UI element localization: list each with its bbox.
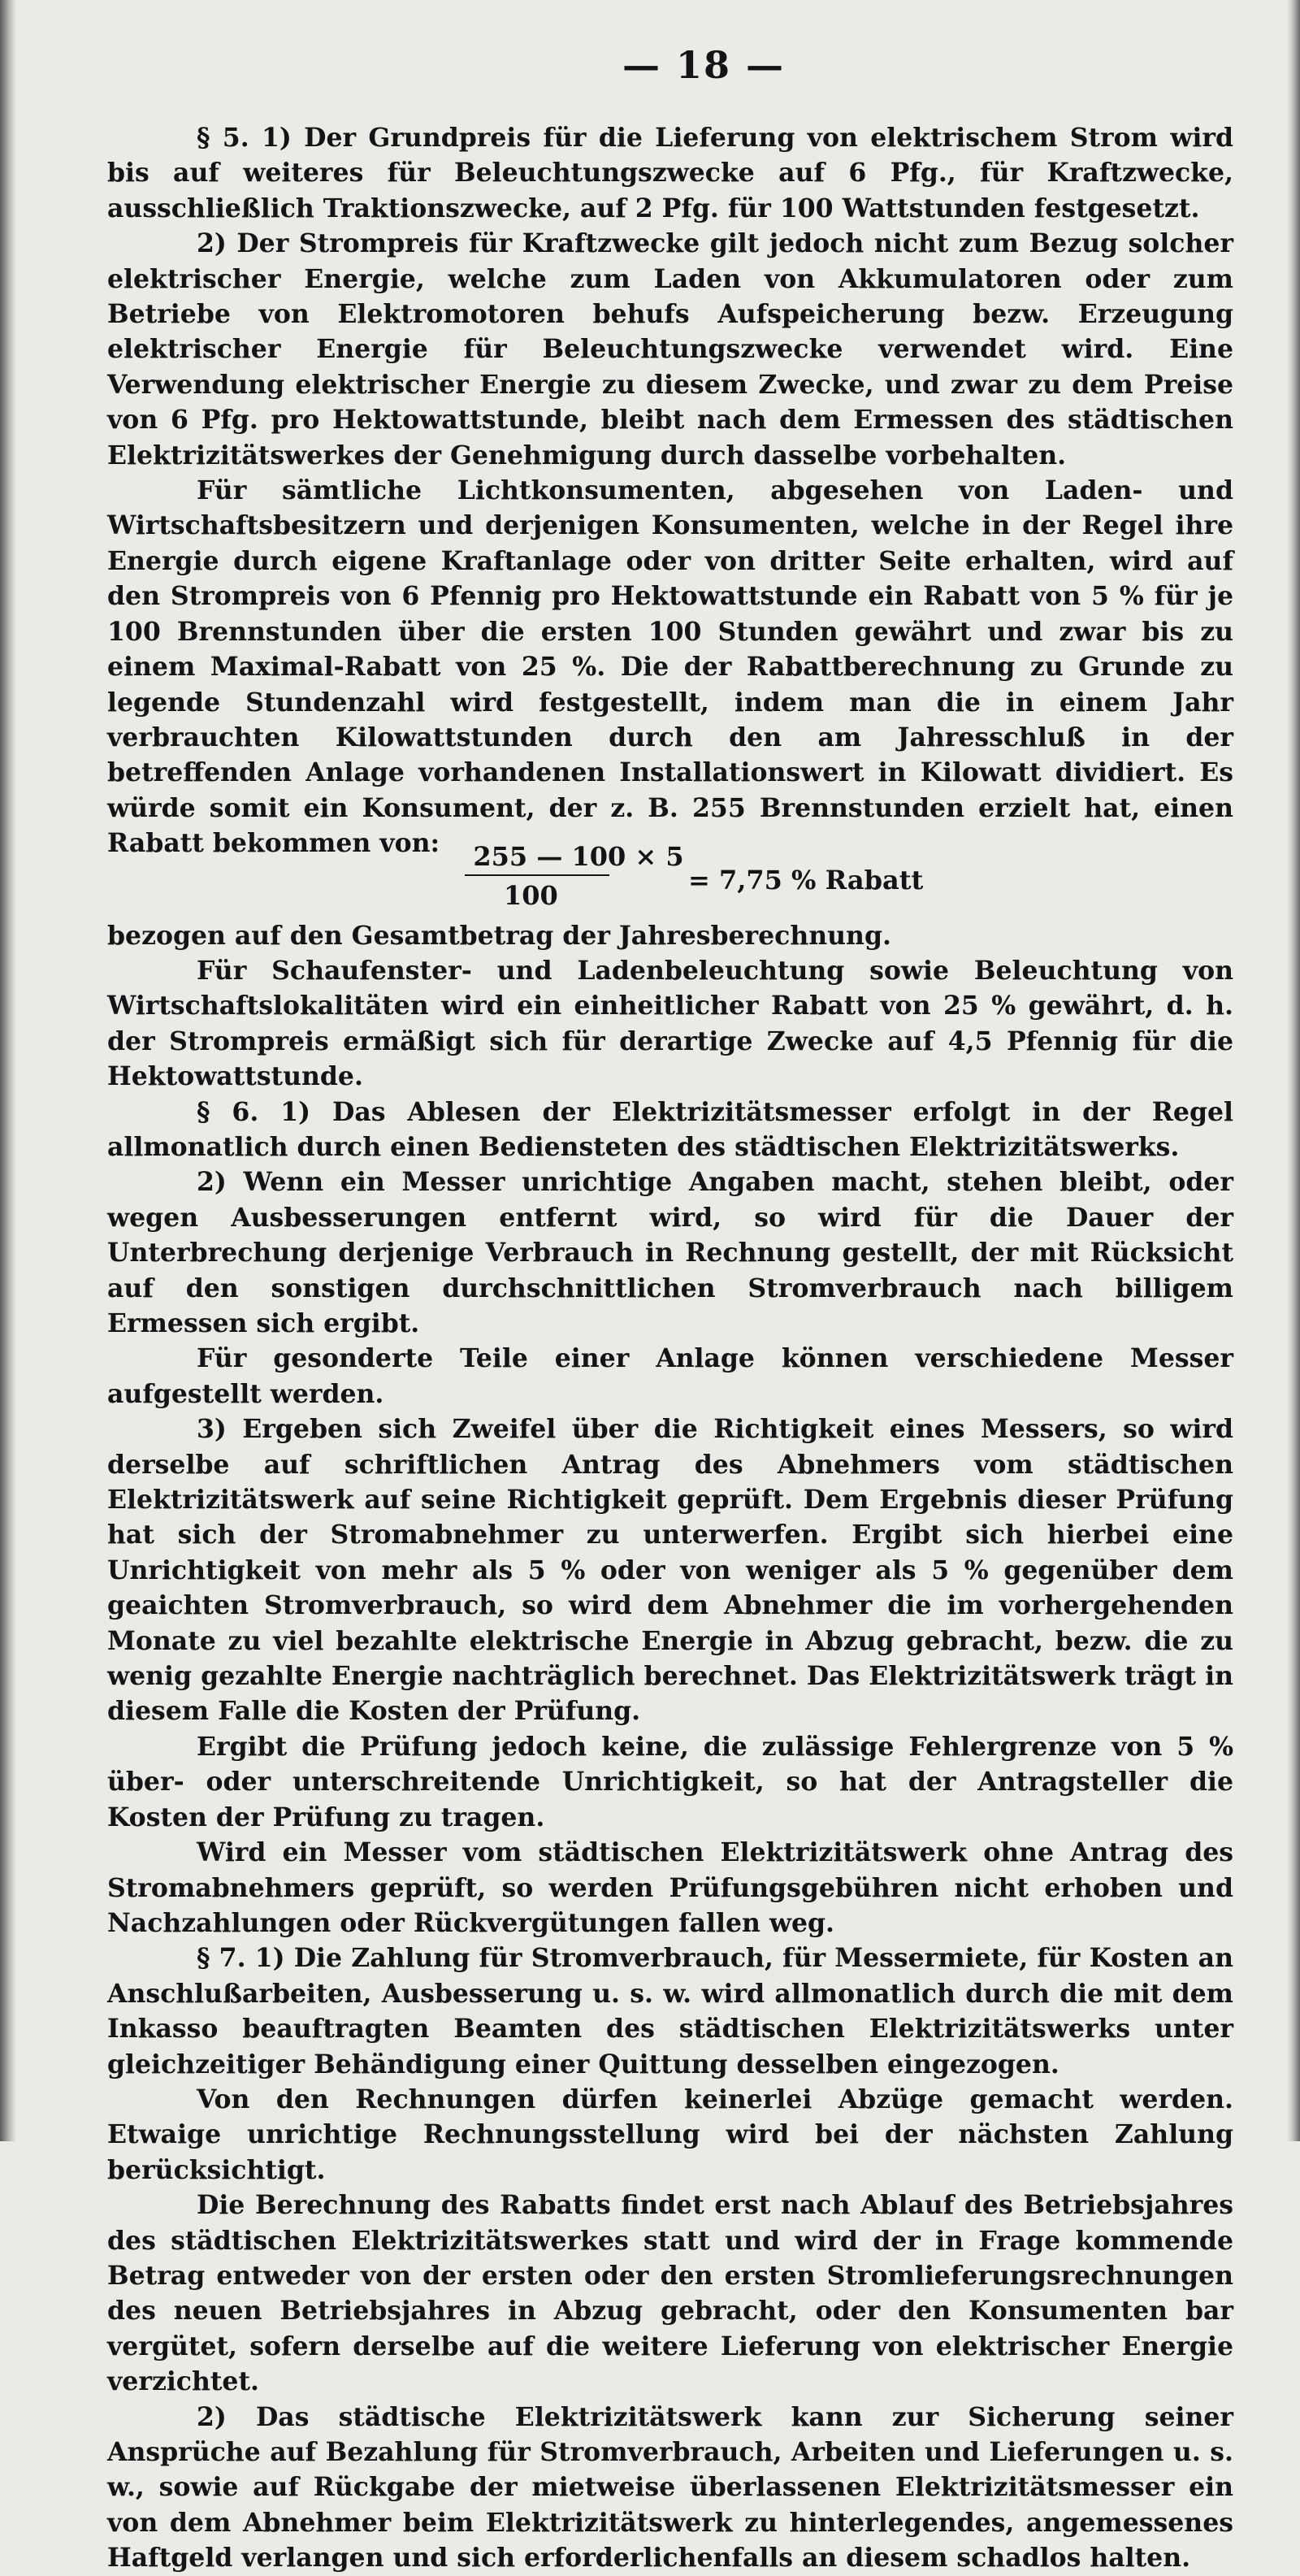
page-number: — 18 — bbox=[622, 43, 786, 87]
paragraph-schaufenster: Für Schaufenster- und Ladenbeleuchtung sowie Beleuchtung von Wirtschaftslokalitäten wird ein einheitlicher Rabatt von 25 % gewährt, d. h. der Strompreis ermäßigt sich für derartige Zwecke auf 4,5 Pfennig für die Hektowattstunde. bbox=[107, 955, 1233, 1092]
paragraph-fehlergrenze: Ergibt die Prüfung jedoch keine, die zulässige Fehlergrenze von 5 % über- oder unterschreitende Unrichtigkeit, so hat der Antragsteller die Kosten der Prüfung zu tragen. bbox=[107, 1731, 1233, 1832]
formula-continuation: bezogen auf den Gesamtbetrag der Jahresberechnung. bbox=[107, 920, 891, 951]
rabatt-formula bbox=[107, 840, 1233, 918]
formula-fraction bbox=[465, 840, 684, 912]
paragraph-rabatt: Für sämtliche Lichtkonsumenten, abgesehen von Laden- und Wirtschaftsbesitzern und derjenigen Konsumenten, welche in der Regel ihre Energie durch eigene Kraftanlage oder von dritter Seite erhalten, wird auf den Strompreis von 6 Pfennig pro Hektowattstunde ein Rabatt von 5 % für je 100 Brennstunden über die ersten 100 Stunden gewährt und zwar bis zu einem Maximal-Rabatt von 25 %. Die der Rabattberechnung zu Grunde zu legende Stundenzahl wird festgestellt, indem man die in einem Jahr verbrauchten Kilowattstunden durch den am Jahresschluß in der betreffenden Anlage vorhandenen Installationswert in Kilowatt dividiert. Es würde somit ein Konsument, der z. B. 255 Brennstunden erzielt hat, einen Rabatt bekommen von: bbox=[107, 475, 1233, 859]
paragraph-7-1: § 7. 1) Die Zahlung für Stromverbrauch, für Messermiete, für Kosten an Anschlußarbeiten, Ausbesserung u. s. w. wird allmonatlich durch die mit dem Inkasso beauftragten Beamten des städtischen Elektrizitätswerks unter gleichzeitiger Behändigung einer Quittung desselben eingezogen. bbox=[107, 1943, 1233, 2079]
paragraph-5-2: 2) Der Strompreis für Kraftzwecke gilt jedoch nicht zum Bezug solcher elektrischer Energie, welche zum Laden von Akkumulatoren oder zum Betriebe von Elektromotoren behufs Aufspeicherung bezw. Erzeugung elektrischer Energie für Beleuchtungszwecke verwendet wird. Eine Verwendung elektrischer Energie zu diesem Zwecke, und zwar zu dem Preise von 6 Pfg. pro Hektowattstunde, bleibt nach dem Ermessen des städtischen Elektrizitätswerkes der Genehmigung durch dasselbe vorbehalten. bbox=[107, 228, 1233, 471]
paragraph-6-2: 2) Wenn ein Messer unrichtige Angaben macht, stehen bleibt, oder wegen Ausbesserungen entfernt wird, so wird für die Dauer der Unterbrechung derjenige Verbrauch in Rechnung gestellt, der mit Rücksicht auf den sonstigen durchschnittlichen Stromverbrauch nach billigem Ermessen sich ergibt. bbox=[107, 1167, 1233, 1338]
scan-edge-right bbox=[1287, 0, 1300, 2141]
formula-denominator: 100 bbox=[504, 879, 558, 911]
formula-result: = 7,75 % Rabatt bbox=[688, 864, 924, 896]
formula-numerator: 255 — 100 × 5 bbox=[473, 840, 684, 872]
scan-edge-left bbox=[0, 0, 16, 2141]
paragraph-rabatt-berechnung: Die Berechnung des Rabatts findet erst nach Ablauf des Betriebsjahres des städtischen Elektrizitätswerkes statt und wird der in Frage kommende Betrag entweder von der ersten oder den ersten Stromlieferungsrechnungen des neuen Betriebsjahres in Abzug gebracht, oder den Konsumenten bar vergütet, sofern derselbe auf die weitere Lieferung von elektrischer Energie verzichtet. bbox=[107, 2190, 1233, 2397]
paragraph-gesonderte-teile: Für gesonderte Teile einer Anlage können verschiedene Messer aufgestellt werden. bbox=[107, 1343, 1233, 1409]
paragraph-6-3: 3) Ergeben sich Zweifel über die Richtigkeit eines Messers, so wird derselbe auf schriftlichen Antrag des Abnehmers vom städtischen Elektrizitätswerk auf seine Richtigkeit geprüft. Dem Ergebnis dieser Prüfung hat sich der Stromabnehmer zu unterwerfen. Ergibt sich hierbei eine Unrichtigkeit von mehr als 5 % oder von weniger als 5 % gegenüber dem geaichten Stromverbrauch, so wird dem Abnehmer die im vorhergehenden Monate zu viel bezahlte elektrische Energie in Abzug gebracht, bezw. die zu wenig gezahlte Energie nachträglich berechnet. Das Elektrizitätswerk trägt in diesem Falle die Kosten der Prüfung. bbox=[107, 1414, 1233, 1727]
paragraph-5-1: § 5. 1) Der Grundpreis für die Lieferung von elektrischem Strom wird bis auf weiteres für Beleuchtungszwecke auf 6 Pfg., für Kraftzwecke, ausschließlich Traktionszwecke, auf 2 Pfg. für 100 Wattstunden festgesetzt. bbox=[107, 123, 1233, 223]
paragraph-6-1: § 6. 1) Das Ablesen der Elektrizitätsmesser erfolgt in der Regel allmonatlich durch einen Bediensteten des städtischen Elektrizitätswerks. bbox=[107, 1096, 1233, 1162]
paragraph-7-2: 2) Das städtische Elektrizitätswerk kann zur Sicherung seiner Ansprüche auf Bezahlung für Stromverbrauch, Arbeiten und Lieferungen u. s. w., sowie auf Rückgabe der mietweise überlassenen Elektrizitätsmesser ein von dem Abnehmer beim Elektrizitätswerk zu hinterlegendes, angemessenes Haftgeld verlangen und sich erforderlichenfalls an diesem schadlos halten. bbox=[107, 2401, 1233, 2574]
body-text bbox=[107, 120, 1233, 2576]
fraction-bar bbox=[465, 874, 609, 876]
paragraph-pruefung-ohne-antrag: Wird ein Messer vom städtischen Elektrizitätswerk ohne Antrag des Stromabnehmers geprüft, so werden Prüfungsgebühren nicht erhoben und Nachzahlungen oder Rückvergütungen fallen weg. bbox=[107, 1837, 1233, 1938]
paragraph-abzuege: Von den Rechnungen dürfen keinerlei Abzüge gemacht werden. Etwaige unrichtige Rechnungsstellung wird bei der nächsten Zahlung berücksichtigt. bbox=[107, 2084, 1233, 2185]
